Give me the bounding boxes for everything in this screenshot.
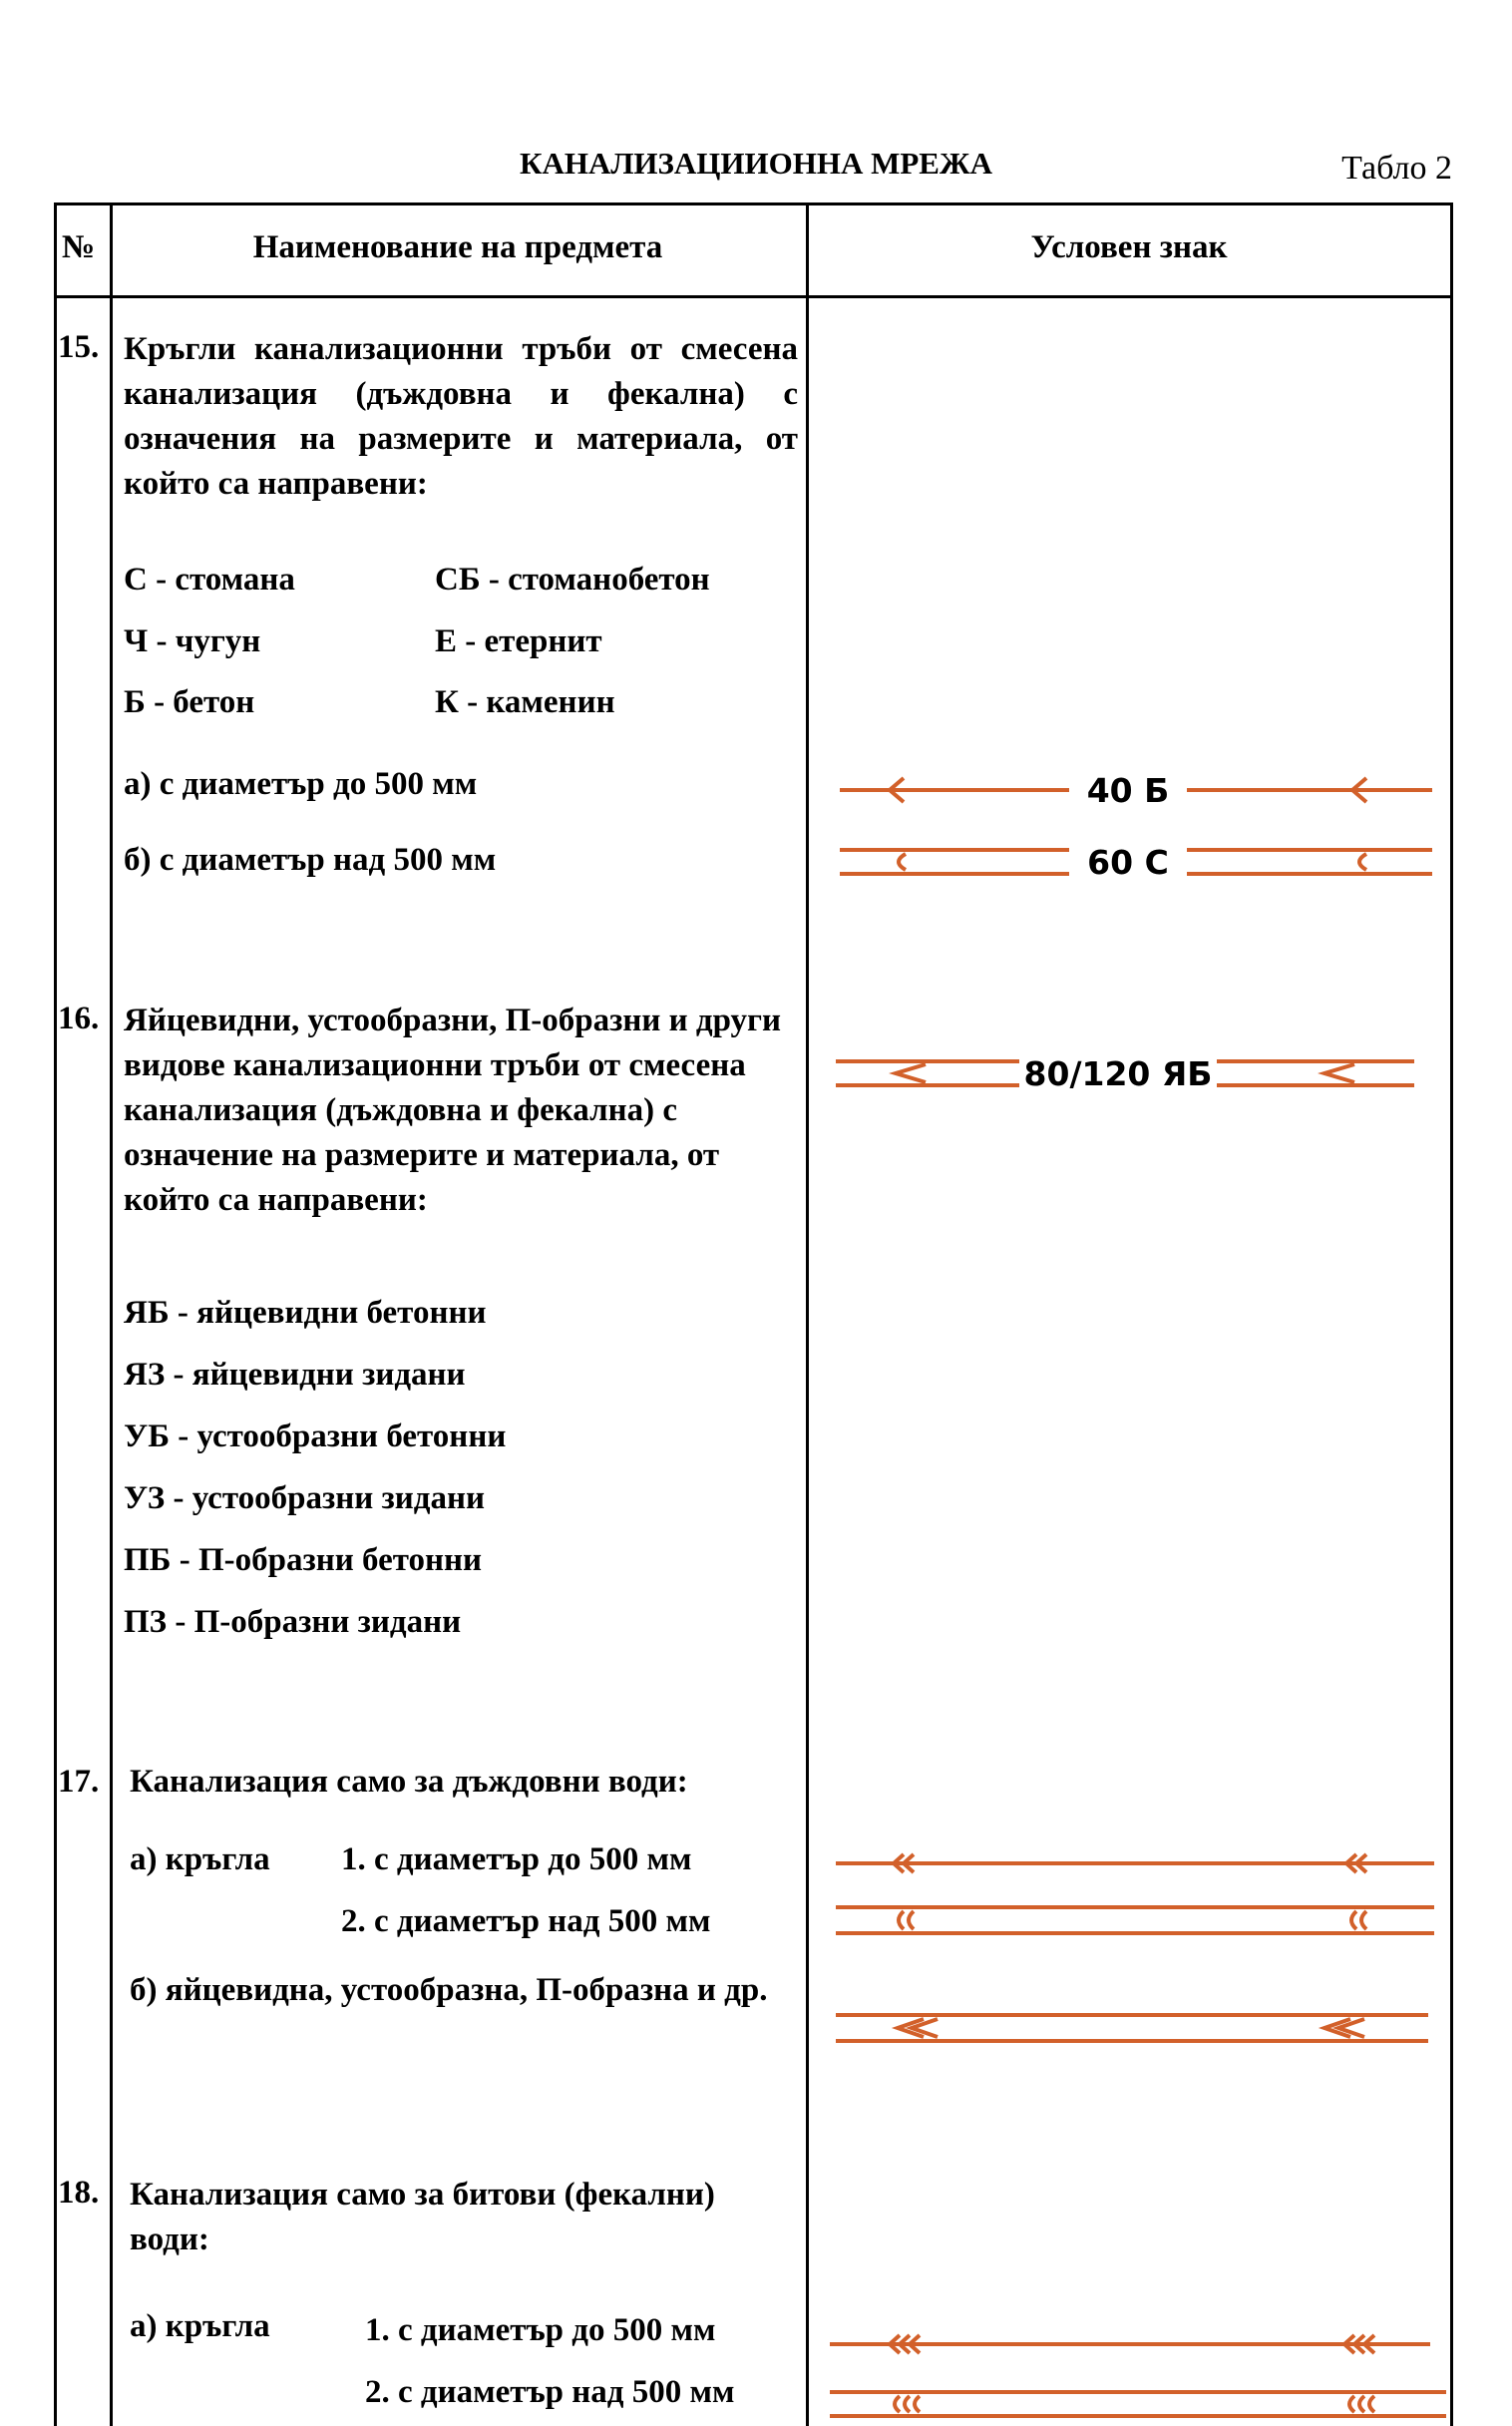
- item-15-a: а) с диаметър до 500 мм: [124, 766, 478, 802]
- material-reinforced-concrete: СБ - стоманобетон: [435, 562, 710, 598]
- item-15-b: б) с диаметър над 500 мм: [124, 842, 497, 878]
- symbol-17a2: [834, 1897, 1438, 1943]
- table-left-border: [54, 202, 57, 2426]
- table-right-border: [1450, 202, 1453, 2426]
- item-18-a1: 1. с диаметър до 500 мм: [365, 2312, 716, 2348]
- item-18-a-label: а) кръгла: [130, 2308, 270, 2344]
- symbol-17a1: [834, 1843, 1438, 1883]
- item-17-a-label: а) кръгла: [130, 1841, 270, 1877]
- item-17-description: Канализация само за дъждовни води:: [130, 1764, 688, 1800]
- symbol-16-label: 80/120 ЯБ: [1023, 1054, 1213, 1093]
- material-steel: С - стомана: [124, 562, 295, 598]
- table-top-border: [54, 202, 1453, 205]
- type-ub: УБ - устообразни бетонни: [124, 1418, 507, 1454]
- item-18-number: 18.: [58, 2175, 100, 2211]
- symbol-15b: [838, 840, 1436, 884]
- material-eternit: Е - етернит: [435, 623, 602, 659]
- symbol-17b: [834, 2005, 1432, 2051]
- symbol-18a2: [828, 2384, 1450, 2426]
- column-divider-2: [806, 202, 809, 2426]
- type-pz: ПЗ - П-образни зидани: [124, 1604, 462, 1640]
- item-16-description: Яйцевидни, устообразни, П-образни и други видове канализационни тръби от смесена канализация (дъждовна и фекална) с означение на размерите и материала, от който са направени:: [124, 1003, 782, 1218]
- material-concrete: Б - бетон: [124, 684, 255, 720]
- header-name: Наименование на предмета: [252, 229, 663, 265]
- symbol-15a-label: 40 Б: [1086, 771, 1170, 810]
- symbol-18a1: [828, 2324, 1434, 2364]
- symbol-16: [834, 1051, 1418, 1095]
- type-pb: ПБ - П-образни бетонни: [124, 1542, 483, 1578]
- item-18-description: Канализация само за битови (фекални) води:: [130, 2177, 715, 2257]
- item-17-b: б) яйцевидна, устообразна, П-образна и др.: [130, 1972, 768, 2008]
- symbol-15b-label: 60 С: [1087, 843, 1169, 882]
- item-15-number: 15.: [58, 329, 100, 365]
- table-label: Табло 2: [1341, 150, 1452, 187]
- type-yz: ЯЗ - яйцевидни зидани: [124, 1357, 466, 1393]
- item-17-a1: 1. с диаметър до 500 мм: [341, 1841, 692, 1877]
- item-17-number: 17.: [58, 1764, 100, 1800]
- header-sign: Условен знак: [1030, 229, 1228, 265]
- material-stoneware: К - каменин: [435, 684, 615, 720]
- item-17-a2: 2. с диаметър над 500 мм: [341, 1903, 711, 1939]
- type-yb: ЯБ - яйцевидни бетонни: [124, 1295, 487, 1331]
- item-16-number: 16.: [58, 1001, 100, 1036]
- column-divider-1: [110, 202, 113, 2426]
- page-title: КАНАЛИЗАЦИИОННА МРЕЖА: [519, 146, 993, 181]
- type-uz: УЗ - устообразни зидани: [124, 1480, 485, 1516]
- header-bottom-border: [54, 295, 1453, 298]
- symbol-15a: [838, 768, 1436, 812]
- material-cast-iron: Ч - чугун: [124, 623, 261, 659]
- header-num: №: [62, 229, 96, 265]
- item-18-a2: 2. с диаметър над 500 мм: [365, 2374, 735, 2410]
- item-15-description: Кръгли канализационни тръби от смесена канализация (дъждовна и фекална) с означения на размерите и материала, от който са направени:: [124, 331, 798, 502]
